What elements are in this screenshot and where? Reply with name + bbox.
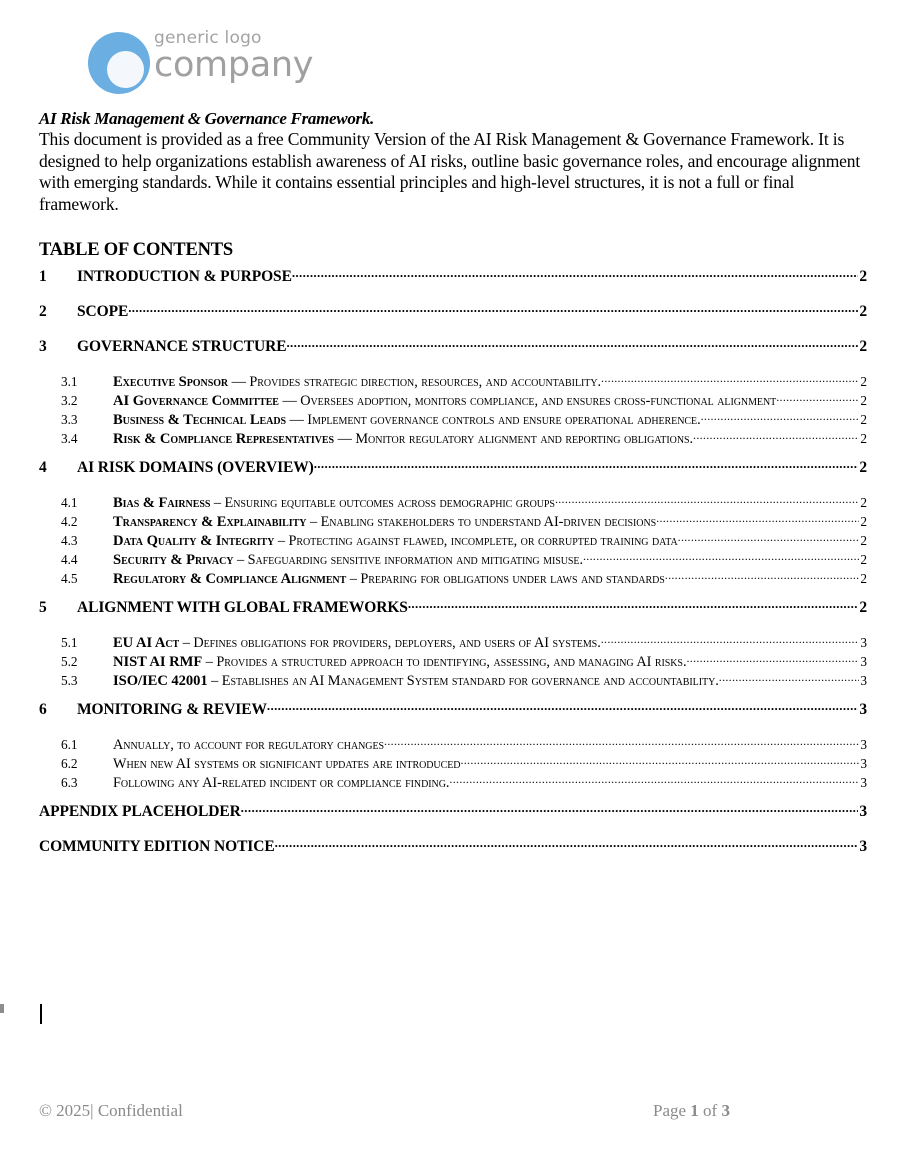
toc-entry-page: 2: [860, 495, 867, 510]
toc-entry-level2[interactable]: [39, 737, 867, 756]
toc-entry-label: [113, 571, 665, 587]
toc-entry-page: 2: [860, 374, 867, 389]
toc-entry-level2[interactable]: [39, 552, 867, 571]
toc-entry-number: 5.3: [61, 673, 78, 688]
toc-entry-page: 2: [860, 571, 867, 586]
toc-entry-page: 2: [859, 268, 867, 285]
toc-entry-level2[interactable]: [39, 412, 867, 431]
toc-dot-leader: [678, 533, 860, 545]
toc-entry-lead: Executive Sponsor: [113, 374, 229, 390]
toc-entry-label: [113, 412, 701, 428]
toc-entry-level1[interactable]: [39, 701, 867, 727]
toc-entry-number: 4.3: [61, 533, 78, 548]
toc-entry-number: 5.2: [61, 654, 78, 669]
toc-entry-label: COMMUNITY EDITION NOTICE: [39, 838, 275, 855]
document-title: AI Risk Management & Governance Framework.: [39, 109, 374, 128]
toc-entry-number: 4.5: [61, 571, 78, 586]
toc-dot-leader: [665, 571, 860, 583]
toc-entry-number: 3.2: [61, 393, 78, 408]
toc-entry-number: 4.4: [61, 552, 78, 567]
logo-wordmark: [154, 28, 414, 84]
toc-entry-number: 4.1: [61, 495, 78, 510]
footer-page-current: 1: [690, 1101, 699, 1120]
toc-entry-description: – Provides a structured approach to identifying, assessing, and managing AI risks.: [202, 654, 687, 670]
toc-entry-label: [113, 533, 678, 549]
toc-dot-leader: [601, 374, 859, 386]
toc-entry-number: 3.4: [61, 431, 78, 446]
toc-entry-label: [113, 635, 601, 651]
toc-entry-label: APPENDIX PLACEHOLDER: [39, 803, 241, 820]
toc-dot-leader: [267, 701, 858, 714]
toc-entry-level2[interactable]: [39, 654, 867, 673]
toc-entry-label: [113, 737, 384, 753]
toc-entry-level2[interactable]: [39, 635, 867, 654]
toc-entry-description: — Oversees adoption, monitors compliance, and ensures cross-functional alignment: [278, 393, 777, 409]
toc-entry-page: 2: [859, 599, 867, 616]
toc-entry-label: AI RISK DOMAINS (OVERVIEW): [77, 459, 314, 476]
toc-entry-description: — Implement governance controls and ensure operational adherence.: [286, 412, 701, 428]
toc-entry-level1[interactable]: [39, 338, 867, 364]
toc-dot-leader: [292, 268, 859, 281]
toc-entry-description: – Ensuring equitable outcomes across demographic groups: [210, 495, 555, 511]
toc-entry-label: [113, 514, 656, 530]
toc-entry-number: 6.2: [61, 756, 78, 771]
toc-entry-label: [113, 495, 555, 511]
toc-entry-label: INTRODUCTION & PURPOSE: [77, 268, 292, 285]
toc-entry-number: 3.3: [61, 412, 78, 427]
footer-page-middle: of: [698, 1101, 722, 1120]
toc-entry-page: 3: [860, 756, 867, 771]
toc-entry-label: [113, 374, 601, 390]
toc-dot-leader: [408, 599, 859, 612]
toc-dot-leader: [314, 459, 859, 472]
toc-entry-lead: EU AI Act: [113, 635, 180, 651]
toc-entry-level1[interactable]: [39, 303, 867, 329]
toc-dot-leader: [693, 431, 859, 443]
logo-circle-icon: [88, 32, 150, 94]
toc-entry-lead: Risk & Compliance Representatives: [113, 431, 335, 447]
toc-entry-page: 2: [860, 431, 867, 446]
toc-entry-page: 3: [860, 737, 867, 752]
toc-entry-page: 2: [859, 338, 867, 355]
toc-entry-level1[interactable]: [39, 599, 867, 625]
toc-entry-level2[interactable]: [39, 673, 867, 692]
toc-entry-label: GOVERNANCE STRUCTURE: [77, 338, 287, 355]
toc-entry-lead: Business & Technical Leads: [113, 412, 287, 428]
document-intro: [39, 108, 867, 215]
toc-entry-page: 3: [860, 775, 867, 790]
toc-entry-label: SCOPE: [77, 303, 129, 320]
toc-entry-page: 2: [860, 552, 867, 567]
toc-dot-leader: [241, 803, 859, 816]
toc-dot-leader: [449, 775, 859, 787]
toc-dot-leader: [286, 338, 858, 351]
toc-entry-level2[interactable]: [39, 756, 867, 775]
toc-entry-level2[interactable]: [39, 571, 867, 590]
toc-entry-level1[interactable]: [39, 459, 867, 485]
toc-entry-page: 2: [859, 303, 867, 320]
toc-dot-leader: [701, 412, 860, 424]
toc-entry-lead: Regulatory & Compliance Alignment: [113, 571, 347, 587]
toc-entry-lead: NIST AI RMF: [113, 654, 203, 670]
toc-entry-level1[interactable]: [39, 838, 867, 864]
footer-page-prefix: Page: [653, 1101, 691, 1120]
toc-entry-page: 3: [860, 654, 867, 669]
toc-entry-description: — Monitor regulatory alignment and reporting obligations.: [334, 431, 694, 447]
toc-dot-leader: [384, 737, 859, 749]
toc-entry-label: ALIGNMENT WITH GLOBAL FRAMEWORKS: [77, 599, 408, 616]
footer-page-number: [653, 1100, 730, 1121]
toc-entry-lead: Bias & Fairness: [113, 495, 211, 511]
toc-entry-number: 1: [39, 268, 47, 285]
toc-entry-number: 4.2: [61, 514, 78, 529]
toc-entry-description: Annually, to account for regulatory changes: [113, 737, 385, 753]
toc-entry-page: 3: [859, 838, 867, 855]
toc-dot-leader: [583, 552, 859, 564]
toc-entry-level2[interactable]: [39, 495, 867, 514]
toc-entry-description: – Establishes an AI Management System standard for governance and accountability.: [207, 673, 719, 689]
toc-entry-label: MONITORING & REVIEW: [77, 701, 267, 718]
toc-entry-level2[interactable]: [39, 431, 867, 450]
toc-entry-label: [113, 552, 583, 568]
toc-dot-leader: [656, 514, 859, 526]
toc-entry-label: [113, 431, 693, 447]
toc-entry-description: – Defines obligations for providers, deployers, and users of AI systems.: [179, 635, 601, 651]
toc-entry-page: 3: [860, 635, 867, 650]
company-logo: [88, 28, 418, 98]
toc-entry-page: 2: [860, 412, 867, 427]
toc-entry-level2[interactable]: [39, 374, 867, 393]
toc-entry-level2[interactable]: [39, 533, 867, 552]
toc-entry-description: – Enabling stakeholders to understand AI-driven decisions: [306, 514, 657, 530]
toc-entry-lead: Transparency & Explainability: [113, 514, 307, 530]
toc-entry-page: 2: [860, 514, 867, 529]
toc-dot-leader: [460, 756, 859, 768]
toc-entry-number: 3: [39, 338, 47, 355]
footer-page-total: 3: [721, 1101, 730, 1120]
toc-dot-leader: [275, 838, 859, 851]
toc-entry-number: 2: [39, 303, 47, 320]
toc-entry-level1[interactable]: [39, 268, 867, 294]
toc-entry-page: 2: [859, 459, 867, 476]
text-cursor-caret: [40, 1004, 42, 1024]
toc-entry-description: When new AI systems or significant updates are introduced: [113, 756, 461, 772]
toc-entry-lead: ISO/IEC 42001: [113, 673, 208, 689]
document-description: This document is provided as a free Community Version of the AI Risk Management & Governance Framework. It is designed to help organizations establish awareness of AI risks, outline basic governance roles, and encourage alignment with emerging standards. While it contains essential principles and high-level structures, it is not a full or final framework.: [39, 129, 861, 214]
toc-entry-number: 6: [39, 701, 47, 718]
toc-entry-label: [113, 654, 686, 670]
toc-dot-leader: [686, 654, 859, 666]
table-of-contents: [39, 268, 867, 864]
toc-dot-leader: [719, 673, 860, 685]
toc-entry-page: 2: [860, 393, 867, 408]
toc-dot-leader: [601, 635, 860, 647]
toc-entry-description: Following any AI-related incident or compliance finding.: [113, 775, 450, 791]
toc-dot-leader: [128, 303, 858, 316]
toc-entry-label: [113, 673, 719, 689]
toc-entry-number: 4: [39, 459, 47, 476]
toc-entry-level2[interactable]: [39, 775, 867, 794]
toc-entry-number: 6.3: [61, 775, 78, 790]
toc-entry-lead: AI Governance Committee: [113, 393, 279, 409]
toc-entry-lead: Data Quality & Integrity: [113, 533, 275, 549]
table-of-contents-heading: TABLE OF CONTENTS: [39, 240, 233, 260]
toc-entry-description: — Provides strategic direction, resources, and accountability.: [228, 374, 602, 390]
toc-entry-label: [113, 775, 449, 791]
toc-entry-level2[interactable]: [39, 514, 867, 533]
toc-entry-level2[interactable]: [39, 393, 867, 412]
toc-entry-page: 2: [860, 533, 867, 548]
toc-entry-description: – Protecting against flawed, incomplete, or corrupted training data: [274, 533, 678, 549]
toc-entry-number: 5: [39, 599, 47, 616]
logo-tagline: generic logo: [154, 28, 262, 48]
logo-company-name: company: [154, 45, 314, 85]
toc-entry-page: 3: [859, 701, 867, 718]
footer-copyright: © 2025| Confidential: [39, 1101, 183, 1120]
toc-entry-level1[interactable]: [39, 803, 867, 829]
toc-dot-leader: [555, 495, 859, 507]
toc-entry-number: 6.1: [61, 737, 78, 752]
toc-entry-number: 5.1: [61, 635, 78, 650]
toc-entry-number: 3.1: [61, 374, 78, 389]
toc-entry-description: – Preparing for obligations under laws and standards: [346, 571, 665, 587]
toc-entry-label: [113, 393, 776, 409]
toc-entry-page: 3: [860, 673, 867, 688]
logo-inner-circle: [107, 51, 144, 88]
toc-entry-label: [113, 756, 460, 772]
left-edge-artifact: [0, 1004, 4, 1013]
toc-entry-description: – Safeguarding sensitive information and mitigating misuse.: [233, 552, 583, 568]
toc-entry-page: 3: [859, 803, 867, 820]
toc-entry-lead: Security & Privacy: [113, 552, 234, 568]
toc-dot-leader: [776, 393, 859, 405]
